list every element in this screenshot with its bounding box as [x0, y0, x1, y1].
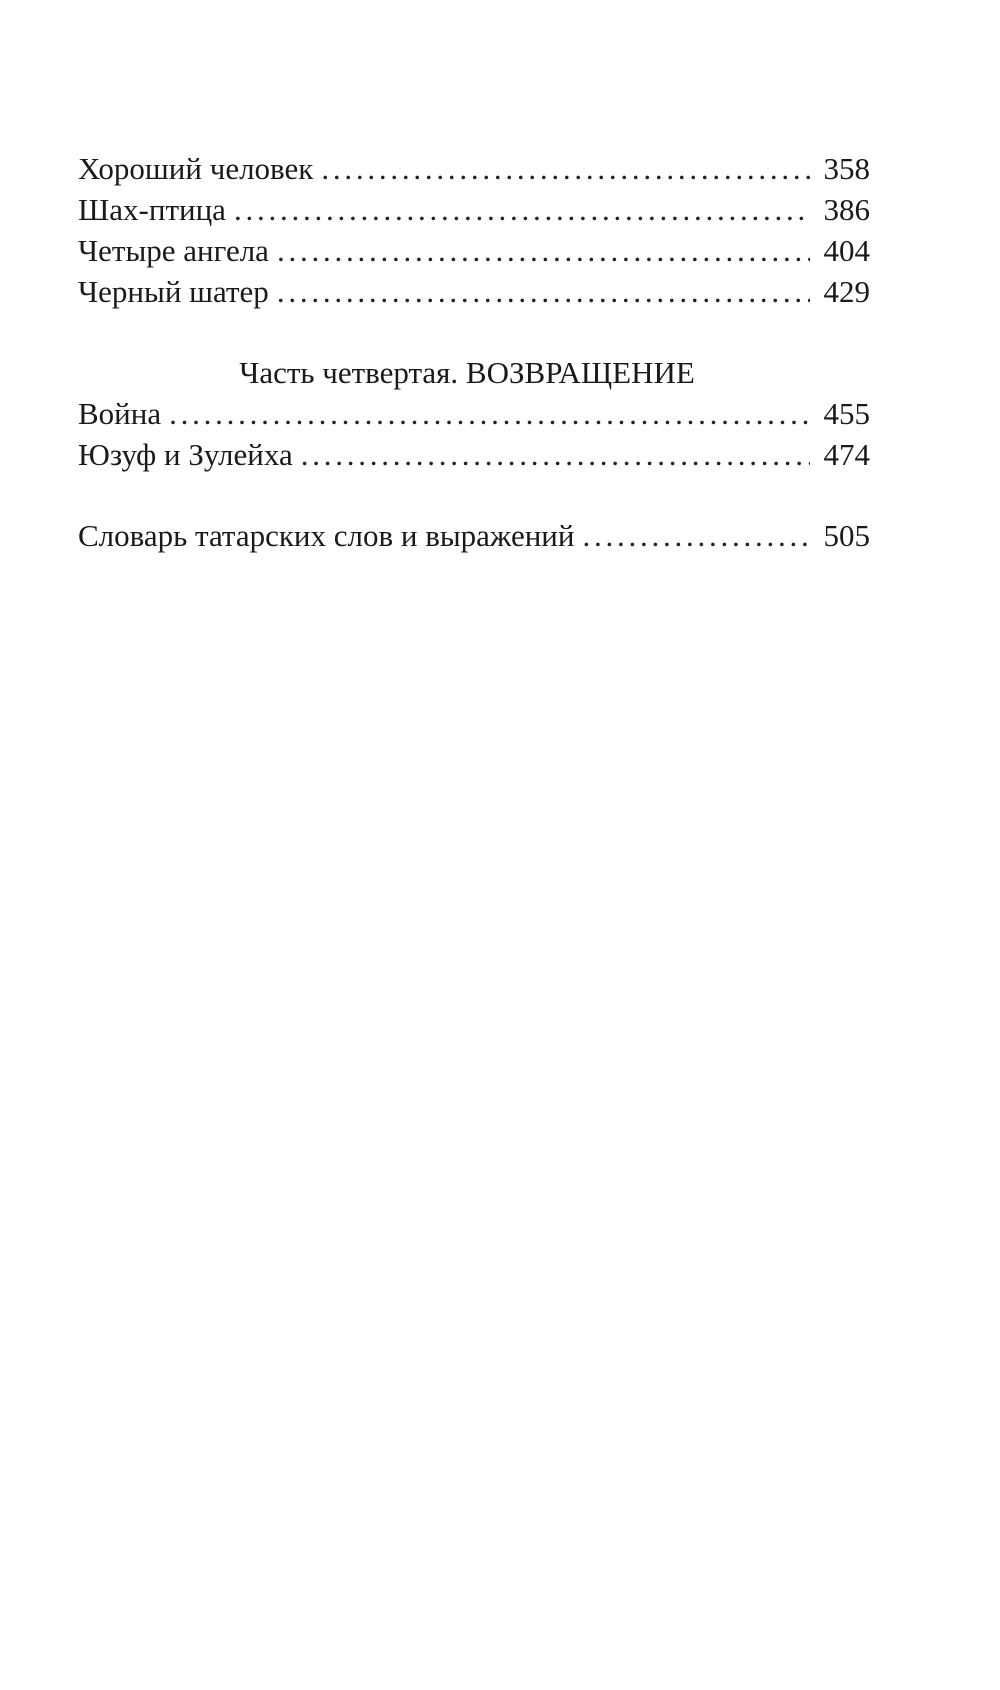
- table-of-contents: [78, 148, 870, 556]
- toc-entry: [78, 434, 870, 475]
- spacer: [78, 475, 870, 515]
- toc-entry-title: Словарь татарских слов и выражений: [78, 518, 575, 553]
- toc-entry-title: Шах-птица: [78, 192, 226, 227]
- toc-entry-appendix: [78, 515, 870, 556]
- dot-leader: [234, 189, 810, 230]
- toc-entry-page: 505: [823, 518, 870, 553]
- dot-leader: [582, 515, 810, 556]
- toc-entry-page: 386: [823, 192, 870, 227]
- section-heading: Часть четвертая. ВОЗВРАЩЕНИЕ: [239, 355, 695, 390]
- toc-entry: [78, 230, 870, 271]
- toc-entry: [78, 189, 870, 230]
- toc-entry: [78, 148, 870, 189]
- toc-entry-title: Война: [78, 396, 162, 431]
- toc-entry-title: Юзуф и Зулейха: [78, 437, 293, 472]
- dot-leader: [277, 271, 810, 312]
- dot-leader: [277, 230, 810, 271]
- toc-entry-title: Черный шатер: [78, 274, 269, 309]
- toc-entry-title: Хороший человек: [78, 151, 314, 186]
- toc-entry-page: 429: [823, 274, 870, 309]
- toc-entry-page: 455: [823, 396, 870, 431]
- dot-leader: [321, 148, 810, 189]
- toc-entry-page: 404: [823, 233, 870, 268]
- toc-entry-title: Четыре ангела: [78, 233, 269, 268]
- toc-entry: [78, 393, 870, 434]
- toc-entry-page: 474: [823, 437, 870, 472]
- dot-leader: [301, 434, 810, 475]
- toc-entry: [78, 271, 870, 312]
- dot-leader: [169, 393, 810, 434]
- toc-entry-page: 358: [823, 151, 870, 186]
